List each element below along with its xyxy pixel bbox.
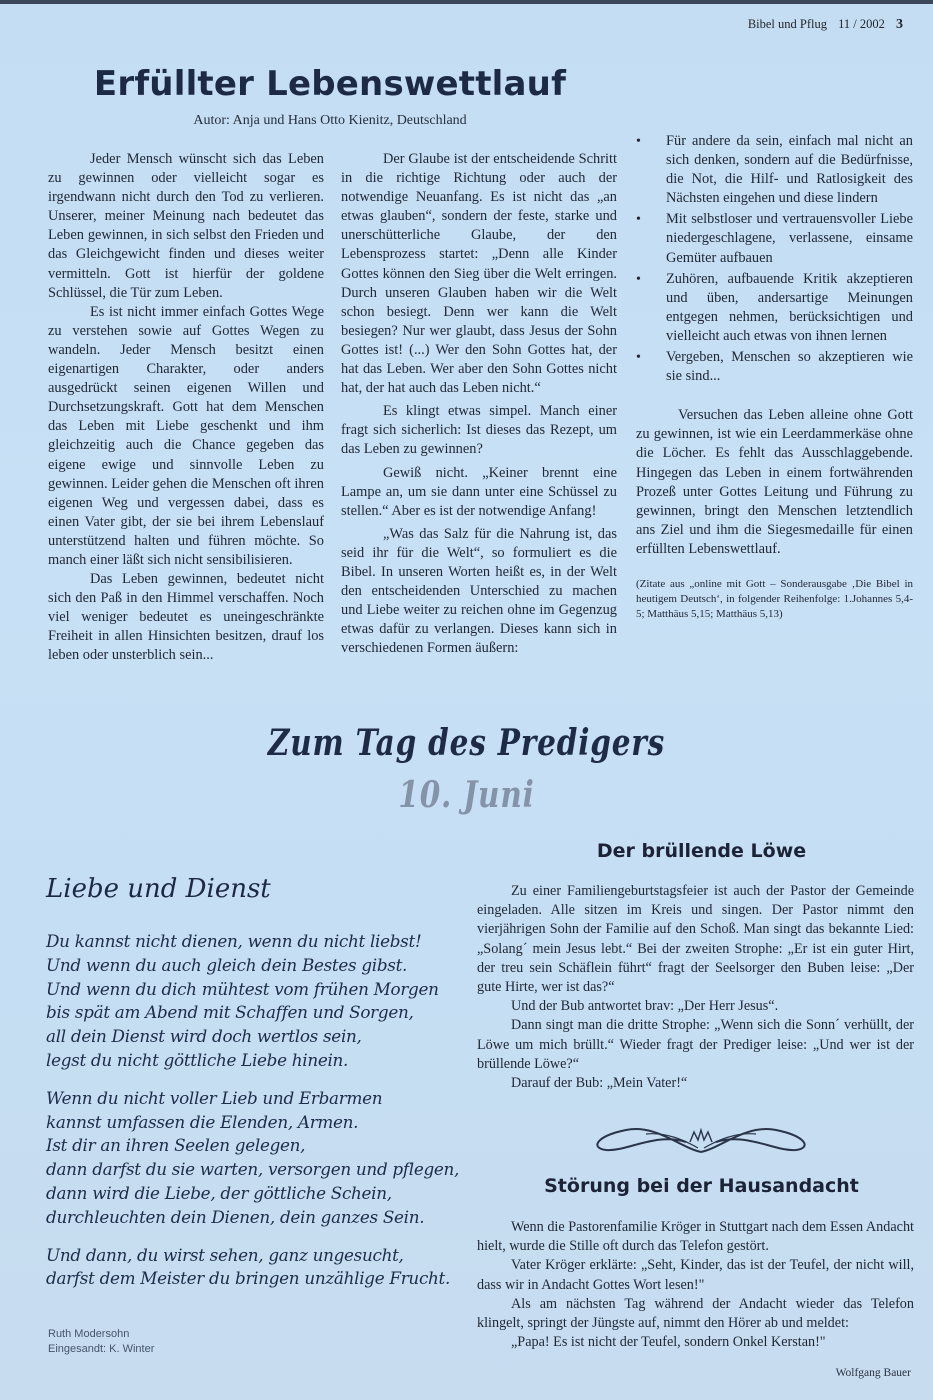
poem-body <box>46 930 466 1305</box>
story-title: Störung bei der Hausandacht <box>544 1175 859 1197</box>
paragraph: Und der Bub antwortet brav: „Der Herr Jesus“. <box>511 998 779 1015</box>
poem-line: bis spät am Abend mit Schaffen und Sorgen, <box>46 1002 414 1023</box>
paragraph: Dann singt man die dritte Strophe: „Wenn sich die Sonn´ verhüllt, der Löwe um mich brüllt.“ Wieder fragt der Prediger leise: „Und wer ist der brüllende Löwe?“ <box>477 1017 914 1072</box>
paragraph: „Papa! Es ist nicht der Teufel, sondern Onkel Kerstan!" <box>511 1334 826 1351</box>
poem-stanza <box>46 1244 466 1292</box>
poem-line: all dein Dienst wird doch wertlos sein, <box>46 1026 362 1047</box>
poem-line: Und wenn du dich mühtest vom frühen Morgen <box>46 978 439 999</box>
poem-line: Ist dir an ihren Seelen gelegen, <box>46 1135 306 1156</box>
poem-line: dann darfst du sie warten, versorgen und pflegen, <box>46 1159 460 1180</box>
feature-heading: Zum Tag des Predigers <box>267 722 666 764</box>
list-item: • Mit selbstloser und vertrauensvoller Liebe niedergeschlagene, verlassene, einsame Gemüter aufbauen <box>636 211 913 266</box>
bullet-icon: • <box>636 212 641 228</box>
list-item: • Vergeben, Menschen so akzeptieren wie sie sind... <box>636 349 913 385</box>
paragraph: Wenn die Pastorenfamilie Kröger in Stuttgart nach dem Essen Andacht hielt, wurde die Stille oft durch das Telefon gestört. <box>477 1219 914 1255</box>
bullet-list <box>636 132 913 386</box>
list-item: • Zuhören, aufbauende Kritik akzeptieren und üben, andersartige Meinungen entgegen nehmen, berücksichtigen und vielleicht auch etwas von ihnen lernen <box>636 270 913 344</box>
issue-number: 11 / 2002 <box>838 17 885 31</box>
story-title: Der brüllende Löwe <box>596 840 807 862</box>
poem-author: Ruth Modersohn <box>48 1328 130 1340</box>
poem-line: dann wird die Liebe, der göttliche Schein, <box>46 1182 392 1203</box>
bullet-icon: • <box>636 134 641 149</box>
bullet-icon: • <box>636 271 641 287</box>
paragraph: Der Glaube ist der entscheidende Schritt in die richtige Richtung oder auch der notwendige Neuanfang. Es ist nicht das „an etwas glauben“, sondern der feste, starke und unerschütterliche Glaube, der den Lebensprozess startet: „Denn alle Kinder Gottes können den Sieg über die Welt erringen. Durch unseren Glauben haben wir die Welt schon besiegt. Denn wer kann die Welt besiegen? Nur wer glaubt, dass Jesus der Sohn Gottes ist! (...) Wer den Sohn Gottes hat, der hat das Leben. Wer aber den Sohn Gottes nicht hat, der hat auch das Leben nicht.“ <box>341 151 617 397</box>
poem-line: Und wenn du auch gleich dein Bestes gibst. <box>46 954 408 975</box>
bullet-icon: • <box>636 350 641 366</box>
paragraph: Das Leben gewinnen, bedeutet nicht sich den Paß in den Himmel verschaffen. Noch viel weniger bedeutet es uneingeschränkte Freiheit in allen Hinsichten besitzen, drauf los leben oder unsterblich sein... <box>48 571 324 664</box>
page-number: 3 <box>896 17 903 32</box>
poem-line: Du kannst nicht dienen, wenn du nicht liebst! <box>46 931 422 951</box>
paragraph: Gewiß nicht. „Keiner brennt eine Lampe an, um sie dann unter eine Schüssel zu stellen.“ Aber es ist der notwendige Anfang! <box>341 464 617 519</box>
paragraph: Als am nächsten Tag während der Andacht wieder das Telefon klingelt, springt der Jüngste auf, nimmt den Hörer ab und meldet: <box>477 1295 914 1332</box>
publication-name: Bibel und Pflug <box>747 17 827 31</box>
poem-line: darfst dem Meister du bringen unzählige Frucht. <box>46 1268 451 1289</box>
paragraph: Es ist nicht immer einfach Gottes Wege zu verstehen sowie auf Gottes Wegen zu wandeln. Jeder Mensch besitzt einen eigenartigen Charakter, oder anders ausgedrückt seinen eigenen Willen und Durchsetzungskraft. Gott hat dem Menschen das Leben mit Liebe geschenkt und ihm gleichzeitig auch die Chance gegeben das eigene ewige und sinnvolle Leben zu gewinnen. Leider gehen die Menschen oft ihren eigenen Weg und vergessen dabei, dass es einen Vater gibt, der sie bei ihrem Lebenslauf unterstützend halten und führen möchte. So manch einer läßt sich nicht sensibilisieren. <box>48 303 324 568</box>
top-edge-shadow <box>0 0 933 4</box>
poem-title: Liebe und Dienst <box>46 874 271 904</box>
paragraph: Vater Kröger erklärte: „Seht, Kinder, das ist der Teufel, der nicht will, dass wir in Andacht Gottes Wort lesen!" <box>477 1257 914 1293</box>
paragraph: Jeder Mensch wünscht sich das Leben zu gewinnen oder vielleicht sogar es irgendwann nicht durch den Tod zu verlieren. Unserer, meiner Meinung nach bedeutet das Leben gewinnen, in sich selbst den Frieden und das Gleichgewicht finden und dieses weiter vermitteln. Gott ist hierfür der goldene Schlüssel, die Tür zum Leben. <box>48 151 324 301</box>
poem-line: durchleuchten dein Dienen, dein ganzes Sein. <box>46 1206 425 1227</box>
paragraph: Es klingt etwas simpel. Manch einer fragt sich sicherlich: Ist dieses das Rezept, um das Leben zu gewinnen? <box>341 403 617 458</box>
article-column-2 <box>341 150 617 658</box>
running-header <box>748 17 903 33</box>
poem-submitter: Eingesandt: K. Winter <box>48 1343 155 1355</box>
poem-stanza <box>46 1087 466 1230</box>
closing-paragraph: Versuchen das Leben alleine ohne Gott zu gewinnen, ist wie ein Leerdammerkäse ohne die Löcher. Es fehlt das Ausschlaggebende. Hingegen das Leben in einem fortwährenden Prozeß unter Gottes Leitung und Führung zu gewinnen, bringt den Menschen letztendlich ans Ziel und ihm die Siegesmedaille für einen erfüllten Lebenswettlauf. <box>636 407 913 557</box>
article-column-1 <box>48 150 324 666</box>
ornament-divider-icon <box>586 1118 816 1162</box>
story-body <box>477 882 914 1093</box>
article-byline: Autor: Anja und Hans Otto Kienitz, Deutschland <box>193 113 467 128</box>
poem-line: legst du nicht göttliche Liebe hinein. <box>46 1049 349 1070</box>
poem-line: Und dann, du wirst sehen, ganz ungesucht, <box>46 1244 404 1265</box>
story-author: Wolfgang Bauer <box>835 1367 911 1379</box>
paragraph: Zu einer Familiengeburtstagsfeier ist auch der Pastor der Gemeinde eingeladen. Alle sitzen im Kreis und singen. Der Pastor nimmt den vierjährigen Sohn der Familie auf den Schoß. Man singt das bekannte Lied: „Solang´ mein Jesus lebt.“ Bei der zweiten Strophe: „Er ist ein guter Hirt, der treu sein Schäflein führt“ fragt der Seelsorger den Buben leise: „Der gute Hirte, wer ist das?“ <box>477 883 914 996</box>
citation-note: (Zitate aus „online mit Gott – Sonderausgabe ‚Die Bibel in heutigem Deutsch‘, in folgender Reihenfolge: 1.Johannes 5,4-5; Matthäus 5,15; Matthäus 5,13) <box>636 577 913 620</box>
list-item: • Für andere da sein, einfach mal nicht an sich denken, sondern auf die Bedürfnisse, die Not, die Hilf- und Ratlosigkeit des Nächsten eingehen und diese lindern <box>636 133 913 207</box>
paragraph: „Was das Salz für die Nahrung ist, das seid ihr für die Welt“, so formuliert es die Bibel. In unseren Worten heißt es, in der Welt den entscheidenden Unterschied zu machen und Liebe weiter zu reichen ohne im Gegenzug etwas dafür zu verlangen. Dieses kann sich in verschiedenen Formen äußern: <box>341 525 617 657</box>
poem-stanza <box>46 930 466 1073</box>
story-body <box>477 1218 914 1352</box>
poem-line: Wenn du nicht voller Lieb und Erbarmen <box>46 1087 383 1108</box>
article-title: Erfüllter Lebenswettlauf <box>93 64 567 104</box>
article-column-3 <box>636 132 913 622</box>
poem-credits <box>48 1327 154 1357</box>
paragraph: Darauf der Bub: „Mein Vater!“ <box>511 1075 688 1092</box>
feature-date: 10. Juni <box>398 774 535 816</box>
poem-line: kannst umfassen die Elenden, Armen. <box>46 1111 359 1132</box>
